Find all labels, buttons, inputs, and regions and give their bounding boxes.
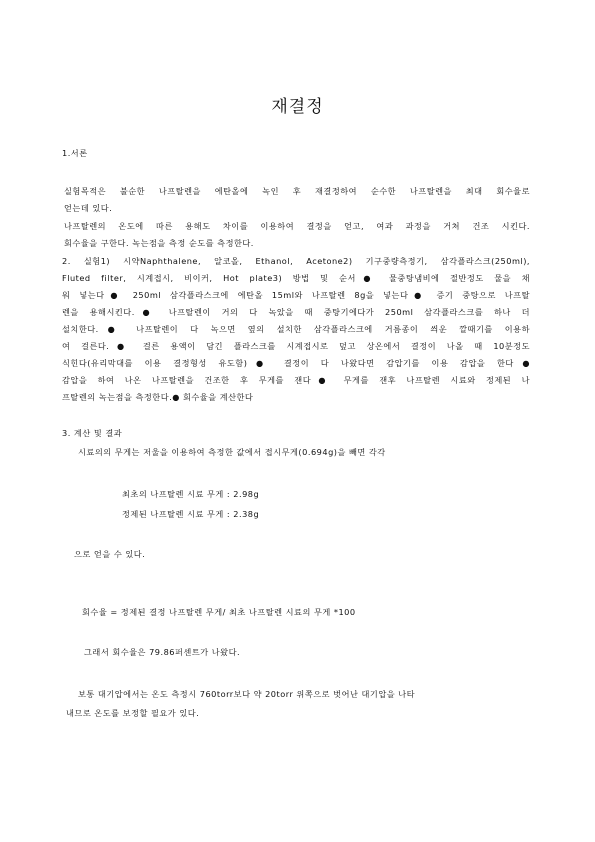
method-line-8: 감압을 하여 나온 나프탈렌을 건조한 후 무게를 잰다● 무게를 잰후 나프탈렌 시료와 정제된 나 xyxy=(62,375,530,385)
recovery-result: 그래서 회수율은 79.86퍼센트가 나왔다. xyxy=(84,647,241,657)
method-line-1: 2. 실험1) 시약Naphthalene, 알코올, Ethanol, Acetone2) 기구중량측정기, 삼각플라스크(250ml), xyxy=(62,256,530,266)
method-line-2: Fluted filter, 시계접시, 비이커, Hot plate3) 방법 및 순서● 물중탕냄비에 절반정도 물을 채 xyxy=(62,273,530,283)
purpose-line-2: 얻는데 있다. xyxy=(64,203,113,213)
obtained-text: 으로 얻을 수 있다. xyxy=(74,549,146,559)
purified-sample-weight: 정제된 나프탈렌 시료 무게 : 2.38g xyxy=(122,509,260,519)
method-line-3: 워 넣는다● 250ml 삼각플라스크에 에탄올 15ml와 나프탈렌 8g을 넣는다● 증기 중탕으로 나프탈 xyxy=(62,290,530,300)
document-title: 재결정 xyxy=(271,97,324,117)
method-line-7: 식힌다(유리막대를 이용 결정형성 유도함)● 결정이 다 나왔다면 감압기를 이용 감압을 한다● xyxy=(62,358,530,368)
correction-note-line-2: 내므로 온도를 보정할 필요가 있다. xyxy=(66,708,200,718)
recovery-formula: 회수율 = 정제된 결정 나프탈렌 무게/ 최초 나프탈렌 시료의 무게 *100 xyxy=(82,607,356,617)
method-line-6: 여 걸른다.● 걸른 용액이 담긴 플라스크를 시계접시로 덮고 상온에서 결정이 나올 때 10분정도 xyxy=(62,341,530,351)
principle-line-2: 회수율을 구한다. 녹는점을 측정 순도를 측정한다. xyxy=(64,238,254,248)
section-3-heading: 3. 계산 및 결과 xyxy=(62,428,123,438)
principle-line-1: 나프탈렌의 온도에 따른 용해도 차이를 이용하여 결정을 얻고, 여과 과정을 거쳐 건조 시킨다. xyxy=(64,221,530,231)
initial-sample-weight: 최초의 나프탈렌 시료 무게 : 2.98g xyxy=(122,489,260,499)
purpose-line-1: 실험목적은 불순한 나프탈렌을 에탄올에 녹인 후 재결정하여 순수한 나프탈렌을 최대 회수율로 xyxy=(64,186,530,196)
correction-note-line-1: 보통 대기압에서는 온도 측정시 760torr보다 약 20torr 위쪽으로 벗어난 대기압을 나타 xyxy=(78,689,416,699)
section-1-heading: 1.서론 xyxy=(62,148,88,158)
method-line-9: 프탈렌의 녹는점을 측정한다.● 회수율을 계산한다 xyxy=(62,392,254,402)
calc-intro: 시료의의 무게는 저울을 이용하여 측정한 값에서 접시무게(0.694g)을 빼면 각각 xyxy=(78,447,386,457)
method-line-4: 렌을 용해시킨다.● 나프탈렌이 거의 다 녹았을 때 중탕기에다가 250ml 삼각플라스크를 하나 더 xyxy=(62,307,530,317)
method-line-5: 설치한다.● 나프탈렌이 다 녹으면 옆의 설치한 삼각플라스크에 거름종이 씌운 깔때기를 이용하 xyxy=(62,324,530,334)
